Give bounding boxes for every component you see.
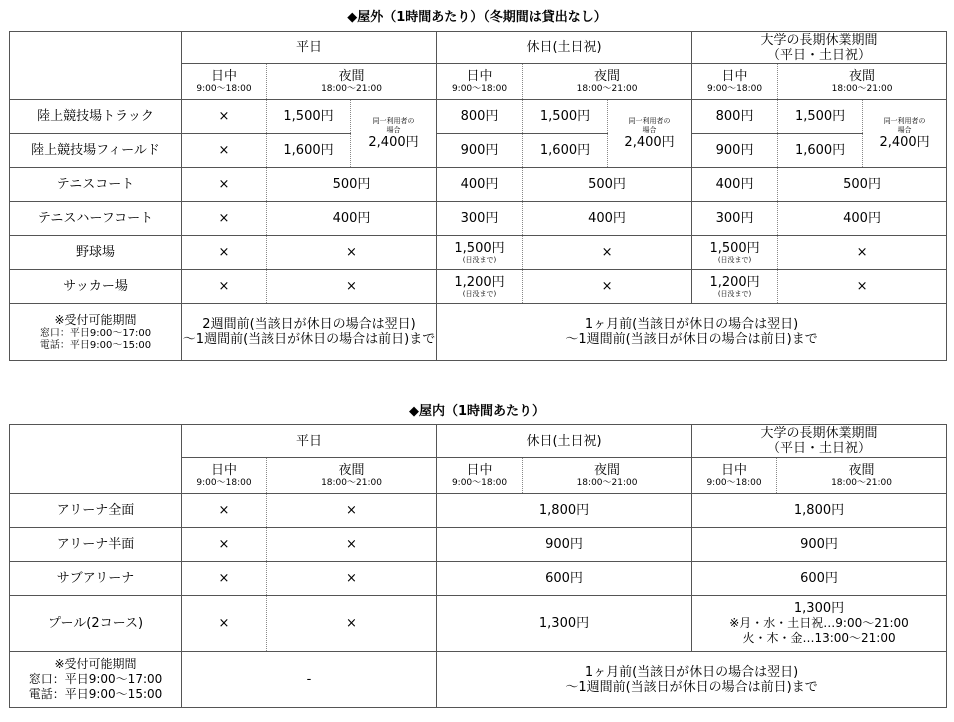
price-cell: × xyxy=(267,270,437,304)
day-header: 日中 9:00～18:00 xyxy=(692,64,778,100)
outdoor-title: ◆屋外（1時間あたり）（冬期間は貸出なし） xyxy=(347,10,607,25)
price-cell: × xyxy=(523,270,692,304)
table-row xyxy=(10,202,954,236)
table-row xyxy=(10,494,947,528)
holiday-reception-period: 1ヶ月前(当該日が休日の場合は翌日) ～1週間前(当該日が休日の場合は前日)まで xyxy=(437,652,947,708)
vacation-header: 大学の長期休業期間 （平日・土日祝） xyxy=(692,32,947,64)
price-cell: 1,500円 (日没まで) xyxy=(692,236,778,270)
day-header: 日中 9:00～18:00 xyxy=(437,458,523,494)
table-row xyxy=(10,528,947,562)
outdoor-fee-table xyxy=(9,31,954,361)
price-cell: 1,500円 xyxy=(267,100,351,134)
price-cell: × xyxy=(182,596,267,652)
weekday-header: 平日 xyxy=(182,32,437,64)
price-cell: 1,600円 xyxy=(778,134,863,168)
price-cell: 1,200円 (日没まで) xyxy=(692,270,778,304)
price-cell: 400円 xyxy=(437,168,523,202)
price-cell: 1,600円 xyxy=(267,134,351,168)
price-cell: × xyxy=(267,494,437,528)
price-cell: 500円 xyxy=(267,168,437,202)
day-header: 日中 9:00～18:00 xyxy=(692,458,777,494)
reception-label-cell: ※受付可能期間 窓口：平日9:00～17:00 電話：平日9:00～15:00 xyxy=(10,304,182,361)
price-cell: × xyxy=(267,528,437,562)
price-cell: 900円 xyxy=(692,528,947,562)
price-cell: 900円 xyxy=(437,134,523,168)
price-cell: 900円 xyxy=(692,134,778,168)
facility-name: サッカー場 xyxy=(10,270,182,304)
night-header: 夜間 18:00～21:00 xyxy=(267,458,437,494)
same-user-cell: 同一利用者の 場合 2,400円 xyxy=(863,100,947,168)
same-user-cell: 同一利用者の 場合 2,400円 xyxy=(351,100,437,168)
price-cell: × xyxy=(182,236,267,270)
same-user-cell: 同一利用者の 場合 2,400円 xyxy=(608,100,692,168)
night-header: 夜間 18:00～21:00 xyxy=(778,64,947,100)
corner-cell xyxy=(10,32,182,100)
price-cell: × xyxy=(778,270,947,304)
holiday-reception-period: 1ヶ月前(当該日が休日の場合は翌日) ～1週間前(当該日が休日の場合は前日)まで xyxy=(437,304,947,361)
facility-name: テニスコート xyxy=(10,168,182,202)
indoor-title: ◆屋内（1時間あたり） xyxy=(408,404,546,419)
pool-vacation-cell: 1,300円 ※月・水・土日祝…9:00～21:00 火・木・金…13:00～21:00 xyxy=(692,596,947,652)
table-row xyxy=(10,596,947,652)
price-cell: 1,300円 xyxy=(437,596,692,652)
table-row xyxy=(10,236,954,270)
price-cell: × xyxy=(267,236,437,270)
table-row xyxy=(10,168,954,202)
price-cell: × xyxy=(267,596,437,652)
price-cell: 800円 xyxy=(692,100,778,134)
price-cell: 800円 xyxy=(437,100,523,134)
indoor-fee-table xyxy=(9,424,947,708)
facility-name: 陸上競技場フィールド xyxy=(10,134,182,168)
table-row xyxy=(10,100,954,134)
table-row xyxy=(10,270,954,304)
price-cell: × xyxy=(182,134,267,168)
price-cell: 300円 xyxy=(437,202,523,236)
price-cell: 300円 xyxy=(692,202,778,236)
price-cell: 400円 xyxy=(692,168,778,202)
facility-name: アリーナ半面 xyxy=(10,528,182,562)
price-cell: 600円 xyxy=(437,562,692,596)
vacation-header: 大学の長期休業期間 （平日・土日祝） xyxy=(692,425,947,458)
price-cell: 500円 xyxy=(778,168,947,202)
reception-row xyxy=(10,304,954,361)
price-cell: × xyxy=(182,494,267,528)
price-cell: 500円 xyxy=(523,168,692,202)
day-header: 日中 9:00～18:00 xyxy=(182,458,267,494)
price-cell: × xyxy=(182,168,267,202)
holiday-header: 休日(土日祝) xyxy=(437,32,692,64)
price-cell: 600円 xyxy=(692,562,947,596)
price-cell: × xyxy=(267,562,437,596)
price-cell: 400円 xyxy=(778,202,947,236)
price-cell: × xyxy=(778,236,947,270)
weekday-reception-period: - xyxy=(182,652,437,708)
facility-name: 野球場 xyxy=(10,236,182,270)
price-cell: × xyxy=(182,202,267,236)
facility-name: プール(2コース) xyxy=(10,596,182,652)
night-header: 夜間 18:00～21:00 xyxy=(267,64,437,100)
night-header: 夜間 18:00～21:00 xyxy=(523,64,692,100)
day-header: 日中 9:00～18:00 xyxy=(437,64,523,100)
facility-name: サブアリーナ xyxy=(10,562,182,596)
day-header: 日中 9:00～18:00 xyxy=(182,64,267,100)
night-header: 夜間 18:00～21:00 xyxy=(777,458,947,494)
night-header: 夜間 18:00～21:00 xyxy=(523,458,692,494)
price-cell: × xyxy=(182,562,267,596)
price-cell: × xyxy=(182,100,267,134)
price-cell: 400円 xyxy=(523,202,692,236)
facility-name: テニスハーフコート xyxy=(10,202,182,236)
price-cell: 900円 xyxy=(437,528,692,562)
table-row xyxy=(10,134,954,168)
corner-cell xyxy=(10,425,182,494)
facility-name: 陸上競技場トラック xyxy=(10,100,182,134)
price-cell: 1,800円 xyxy=(692,494,947,528)
price-cell: 1,600円 xyxy=(523,134,608,168)
holiday-header: 休日(土日祝) xyxy=(437,425,692,458)
reception-row xyxy=(10,652,947,708)
price-cell: 1,800円 xyxy=(437,494,692,528)
price-cell: × xyxy=(182,528,267,562)
price-cell: × xyxy=(523,236,692,270)
reception-label-cell: ※受付可能期間 窓口：平日9:00～17:00 電話：平日9:00～15:00 xyxy=(10,652,182,708)
weekday-header: 平日 xyxy=(182,425,437,458)
price-cell: × xyxy=(182,270,267,304)
price-cell: 400円 xyxy=(267,202,437,236)
price-cell: 1,200円 (日没まで) xyxy=(437,270,523,304)
price-cell: 1,500円 xyxy=(778,100,863,134)
price-cell: 1,500円 (日没まで) xyxy=(437,236,523,270)
price-cell: 1,500円 xyxy=(523,100,608,134)
facility-name: アリーナ全面 xyxy=(10,494,182,528)
table-row xyxy=(10,562,947,596)
weekday-reception-period: 2週間前(当該日が休日の場合は翌日) ～1週間前(当該日が休日の場合は前日)まで xyxy=(182,304,437,361)
